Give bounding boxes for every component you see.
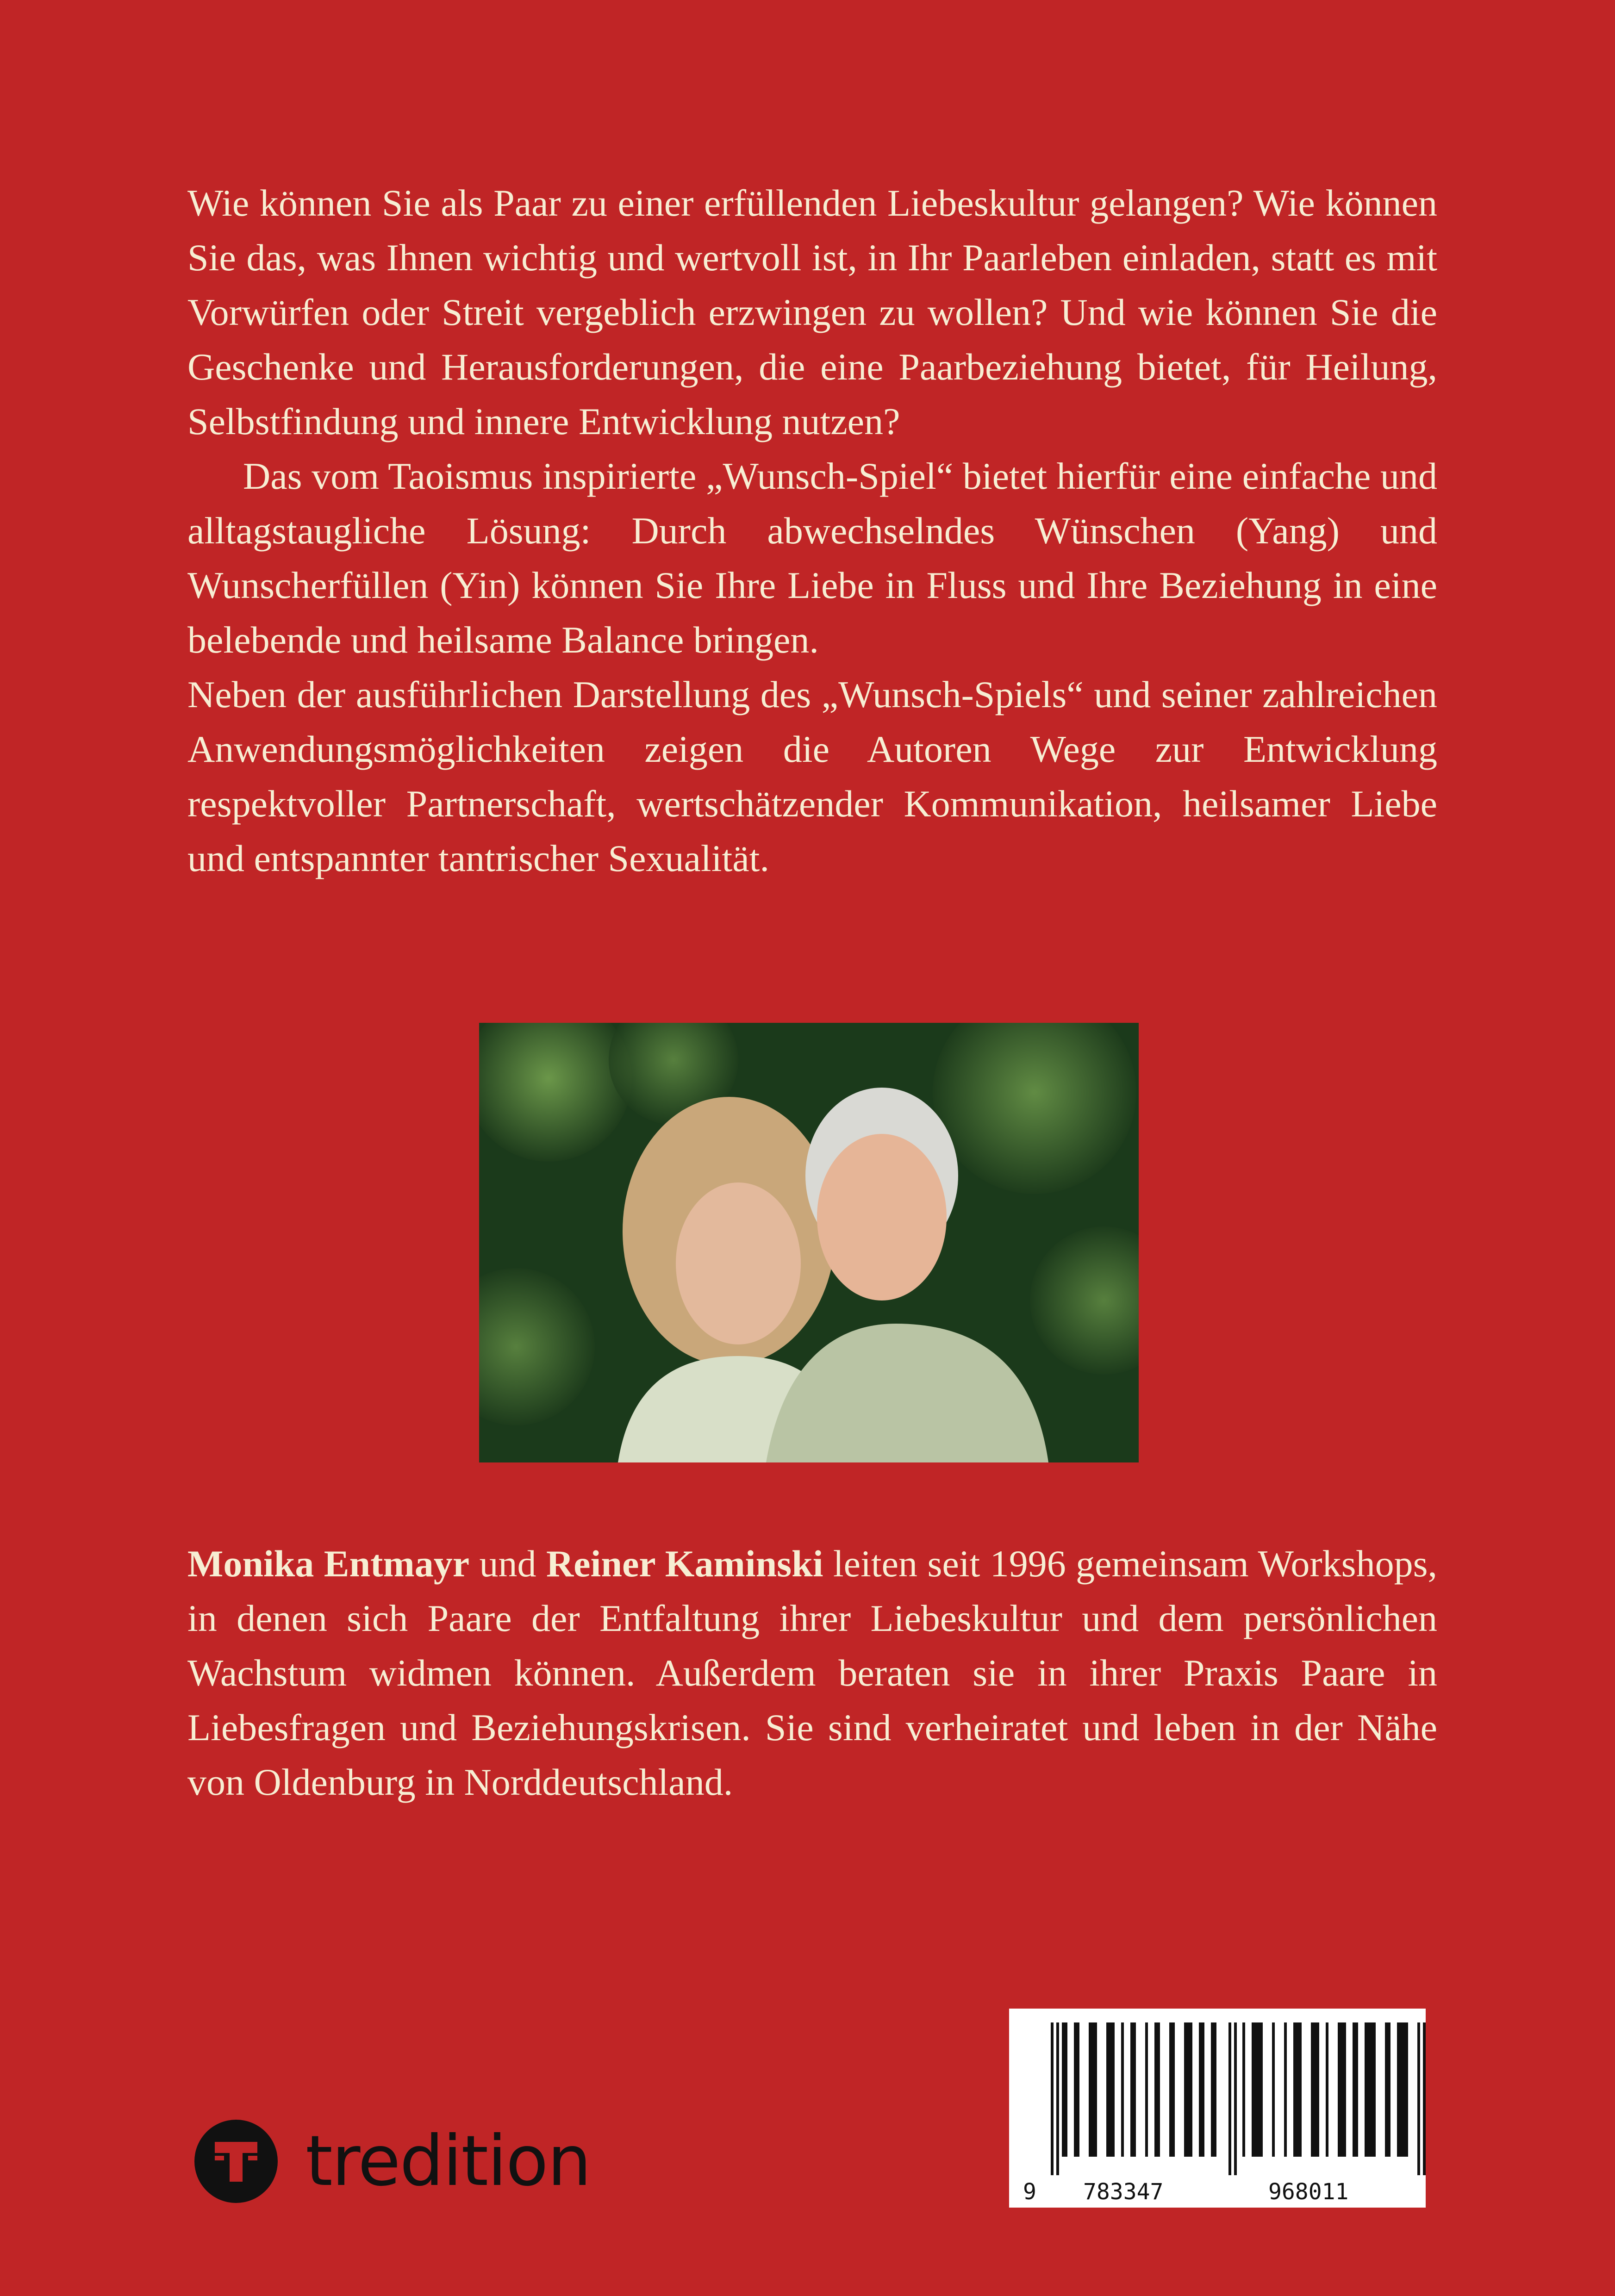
barcode-bar	[1145, 2022, 1148, 2157]
barcode-bar	[1423, 2022, 1426, 2175]
author-bio-text: leiten seit 1996 gemeinsam Workshops, in denen sich Paare der Entfaltung ihrer Liebeskultur und dem persönlichen Wachstum widmen können. Außerdem beraten sie in ihrer Praxis Paare in Liebesfragen und Beziehungskrisen. Sie sind verheiratet und leben in der Nähe von Oldenburg in Norddeutschland.	[187, 1543, 1438, 1803]
author-name-2: Reiner Kaminski	[546, 1543, 823, 1585]
barcode-bar	[1211, 2022, 1216, 2157]
publisher-logo	[194, 2120, 591, 2203]
barcode-bar	[1338, 2022, 1346, 2157]
blurb-paragraph-1: Wie können Sie als Paar zu einer erfüllenden Liebeskultur gelangen? Wie können Sie das, was Ihnen wichtig und wertvoll ist, in Ihr Paarleben einladen, statt es mit Vorwürfen oder Streit vergeblich erzwingen zu wollen? Und wie können Sie die Geschenke und Herausforderungen, die eine Paarbeziehung bietet, für Heilung, Selbstfindung und innere Entwicklung nutzen?	[187, 182, 1437, 442]
barcode-bar	[1121, 2022, 1124, 2157]
isbn-barcode	[1009, 2009, 1426, 2208]
barcode-bar	[1242, 2022, 1245, 2157]
barcode-bar	[1074, 2022, 1079, 2157]
barcode-bar	[1130, 2022, 1136, 2157]
barcode-bar	[1234, 2022, 1237, 2175]
isbn-group-1: 783347	[1083, 2179, 1164, 2205]
barcode-bar	[1284, 2022, 1287, 2157]
isbn-group-2: 968011	[1268, 2179, 1349, 2205]
barcode-bar	[1169, 2022, 1175, 2157]
barcode-bar	[1056, 2022, 1059, 2175]
barcode-bar	[1385, 2022, 1391, 2157]
author-bio	[187, 1537, 1437, 1810]
author-photo	[479, 1023, 1139, 1462]
publisher-name: tredition	[306, 2121, 591, 2202]
blurb-text	[187, 176, 1437, 886]
tredition-logo-icon	[194, 2120, 278, 2203]
barcode-bar	[1353, 2022, 1358, 2157]
barcode-bar	[1252, 2022, 1263, 2157]
author-connector: und	[469, 1543, 546, 1585]
barcode-bar	[1228, 2022, 1231, 2175]
barcode-bar	[1051, 2022, 1054, 2175]
blurb-paragraph-3: Neben der ausführlichen Darstellung des „Wunsch-Spiels“ und seiner zahlreichen Anwendungsmöglichkeiten zeigen die Autoren Wege zur Entwicklung respektvoller Partnerschaft, wertschätzender Kommunikation, heilsamer Liebe und entspannter tantrischer Sexualität.	[187, 673, 1437, 879]
barcode-bar	[1365, 2022, 1376, 2157]
author-name-1: Monika Entmayr	[187, 1543, 470, 1585]
barcode-bar	[1326, 2022, 1328, 2157]
barcode-bar	[1184, 2022, 1192, 2157]
barcode-bar	[1397, 2022, 1408, 2157]
barcode-bars	[1009, 2009, 1426, 2175]
isbn-first-digit: 9	[1023, 2179, 1036, 2205]
barcode-bar	[1154, 2022, 1160, 2157]
barcode-bar	[1062, 2022, 1067, 2157]
barcode-bar	[1417, 2022, 1420, 2175]
barcode-bar	[1199, 2022, 1204, 2157]
barcode-bar	[1106, 2022, 1115, 2157]
blurb-paragraph-2: Das vom Taoismus inspirierte „Wunsch-Spiel“ bietet hierfür eine einfache und alltagstaugliche Lösung: Durch abwechselndes Wünschen (Yang) und Wunscherfüllen (Yin) können Sie Ihre Liebe in Fluss und Ihre Beziehung in eine belebende und heilsame Balance bringen.	[187, 455, 1437, 661]
barcode-bar	[1272, 2022, 1275, 2157]
barcode-bar	[1293, 2022, 1302, 2157]
author-photo-illustration	[479, 1023, 1139, 1462]
barcode-bar	[1311, 2022, 1319, 2157]
barcode-bar	[1089, 2022, 1097, 2157]
